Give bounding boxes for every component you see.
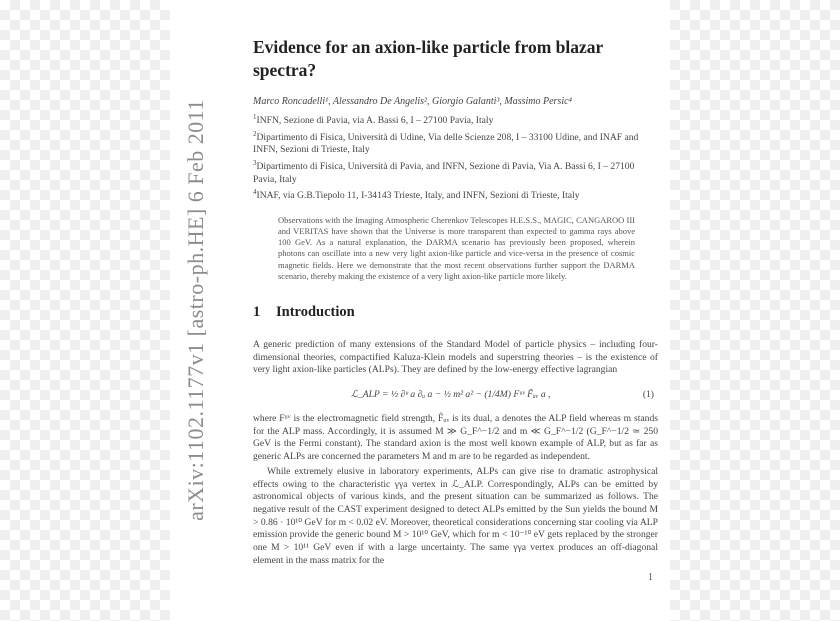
- paper-content: [253, 36, 658, 568]
- arxiv-side-stamp: [176, 40, 216, 580]
- equation-number: (1): [642, 389, 654, 401]
- section-number: 1: [253, 303, 261, 320]
- affiliation: $^4$INAF, via G.B.Tiepolo 11, I-34143 Trieste, Italy, and INFN, Sezioni di Trieste, Italy: [253, 188, 580, 202]
- abstract: Observations with the Imaging Atmospheric Cherenkov Telescopes H.E.S.S., MAGIC, CANGAROO III and VERITAS have shown that the Universe is more transparent than expected to gamma rays above 100 GeV. As a natural explanation, the DARMA scenario has previously been proposed, wherein photons can oscillate into a new very light axion-like particle and vice-versa in the presence of cosmic magnetic fields. Here we demonstrate that the most recent observations further support the DARMA scenario, thereby making the existence of a very light axion-like particle more likely.: [278, 214, 635, 281]
- paragraph: where Fᵘᵛ is the electromagnetic field strength, F̃ᵤᵥ is its dual, a denotes the ALP field whereas m stands for the ALP mass. Accordingly, it is assumed M ≫ G_F^−1/2 and m ≪ G_F^−1/2 (G_F^−1/2 ≃ 250 GeV is the Fermi constant). The standard axion is the most well known example of ALP, but as far as generic ALPs are concerned the parameters M and m are to be regarded as independent.: [253, 413, 658, 463]
- paper-title: Evidence for an axion-like particle from blazar spectra?: [253, 37, 603, 80]
- paragraph: While extremely elusive in laboratory experiments, ALPs can give rise to dramatic astrophysical effects owing to the characteristic γγa vertex in ℒ_ALP. Correspondingly, ALPs can be emitted by astronomical objects of various kinds, and the present situation can be summarized as follows. The negative result of the CAST experiment designed to detect ALPs emitted by the Sun yields the bound M > 0.86 · 10¹⁰ GeV for m < 0.02 eV. Moreover, theoretical considerations concerning star cooling via ALP emission provide the generic bound M > 10¹⁰ GeV, which for m < 10⁻¹⁰ eV gets replaced by the stronger one M > 10¹¹ GeV even if with a large uncertainty. The same γγa vertex produces an off-diagonal element in the mass matrix for the: [253, 465, 658, 566]
- affiliation: $^2$Dipartimento di Fisica, Università di Udine, Via delle Scienze 208, I – 33100 Udine, and INAF and INFN, Sezioni di Trieste, Italy: [253, 129, 639, 156]
- affiliation: $^1$INFN, Sezione di Pavia, via A. Bassi 6, I – 27100 Pavia, Italy: [253, 113, 494, 127]
- section-heading: [253, 304, 658, 321]
- author-list: Marco Roncadelli¹, Alessandro De Angelis², Giorgio Galanti³, Massimo Persic⁴: [253, 96, 573, 107]
- page-number: 1: [648, 572, 653, 583]
- section-title: Introduction: [276, 303, 355, 320]
- equation: [253, 383, 658, 409]
- affiliation-list: [253, 111, 658, 203]
- paragraph: A generic prediction of many extensions of the Standard Model of particle physics – including four-dimensional theories, compactified Kaluza-Klein models and superstring theories – is the existence of very light axion-like particles (ALPs). They are defined by the low-energy effective lagrangian: [253, 338, 658, 376]
- equation-body: ℒ_ALP = ½ ∂ᵘ a ∂ᵤ a − ½ m² a² − (1/4M) Fᵘᵛ F̃ᵤᵥ a ,: [351, 389, 551, 401]
- affiliation: $^3$Dipartimento di Fisica, Università di Pavia, and INFN, Sezione di Pavia, Via A. Bassi 6, I – 27100 Pavia, Italy: [253, 158, 635, 185]
- arxiv-stamp-text: arXiv:1102.1177v1 [astro-ph.HE] 6 Feb 2011: [183, 99, 209, 521]
